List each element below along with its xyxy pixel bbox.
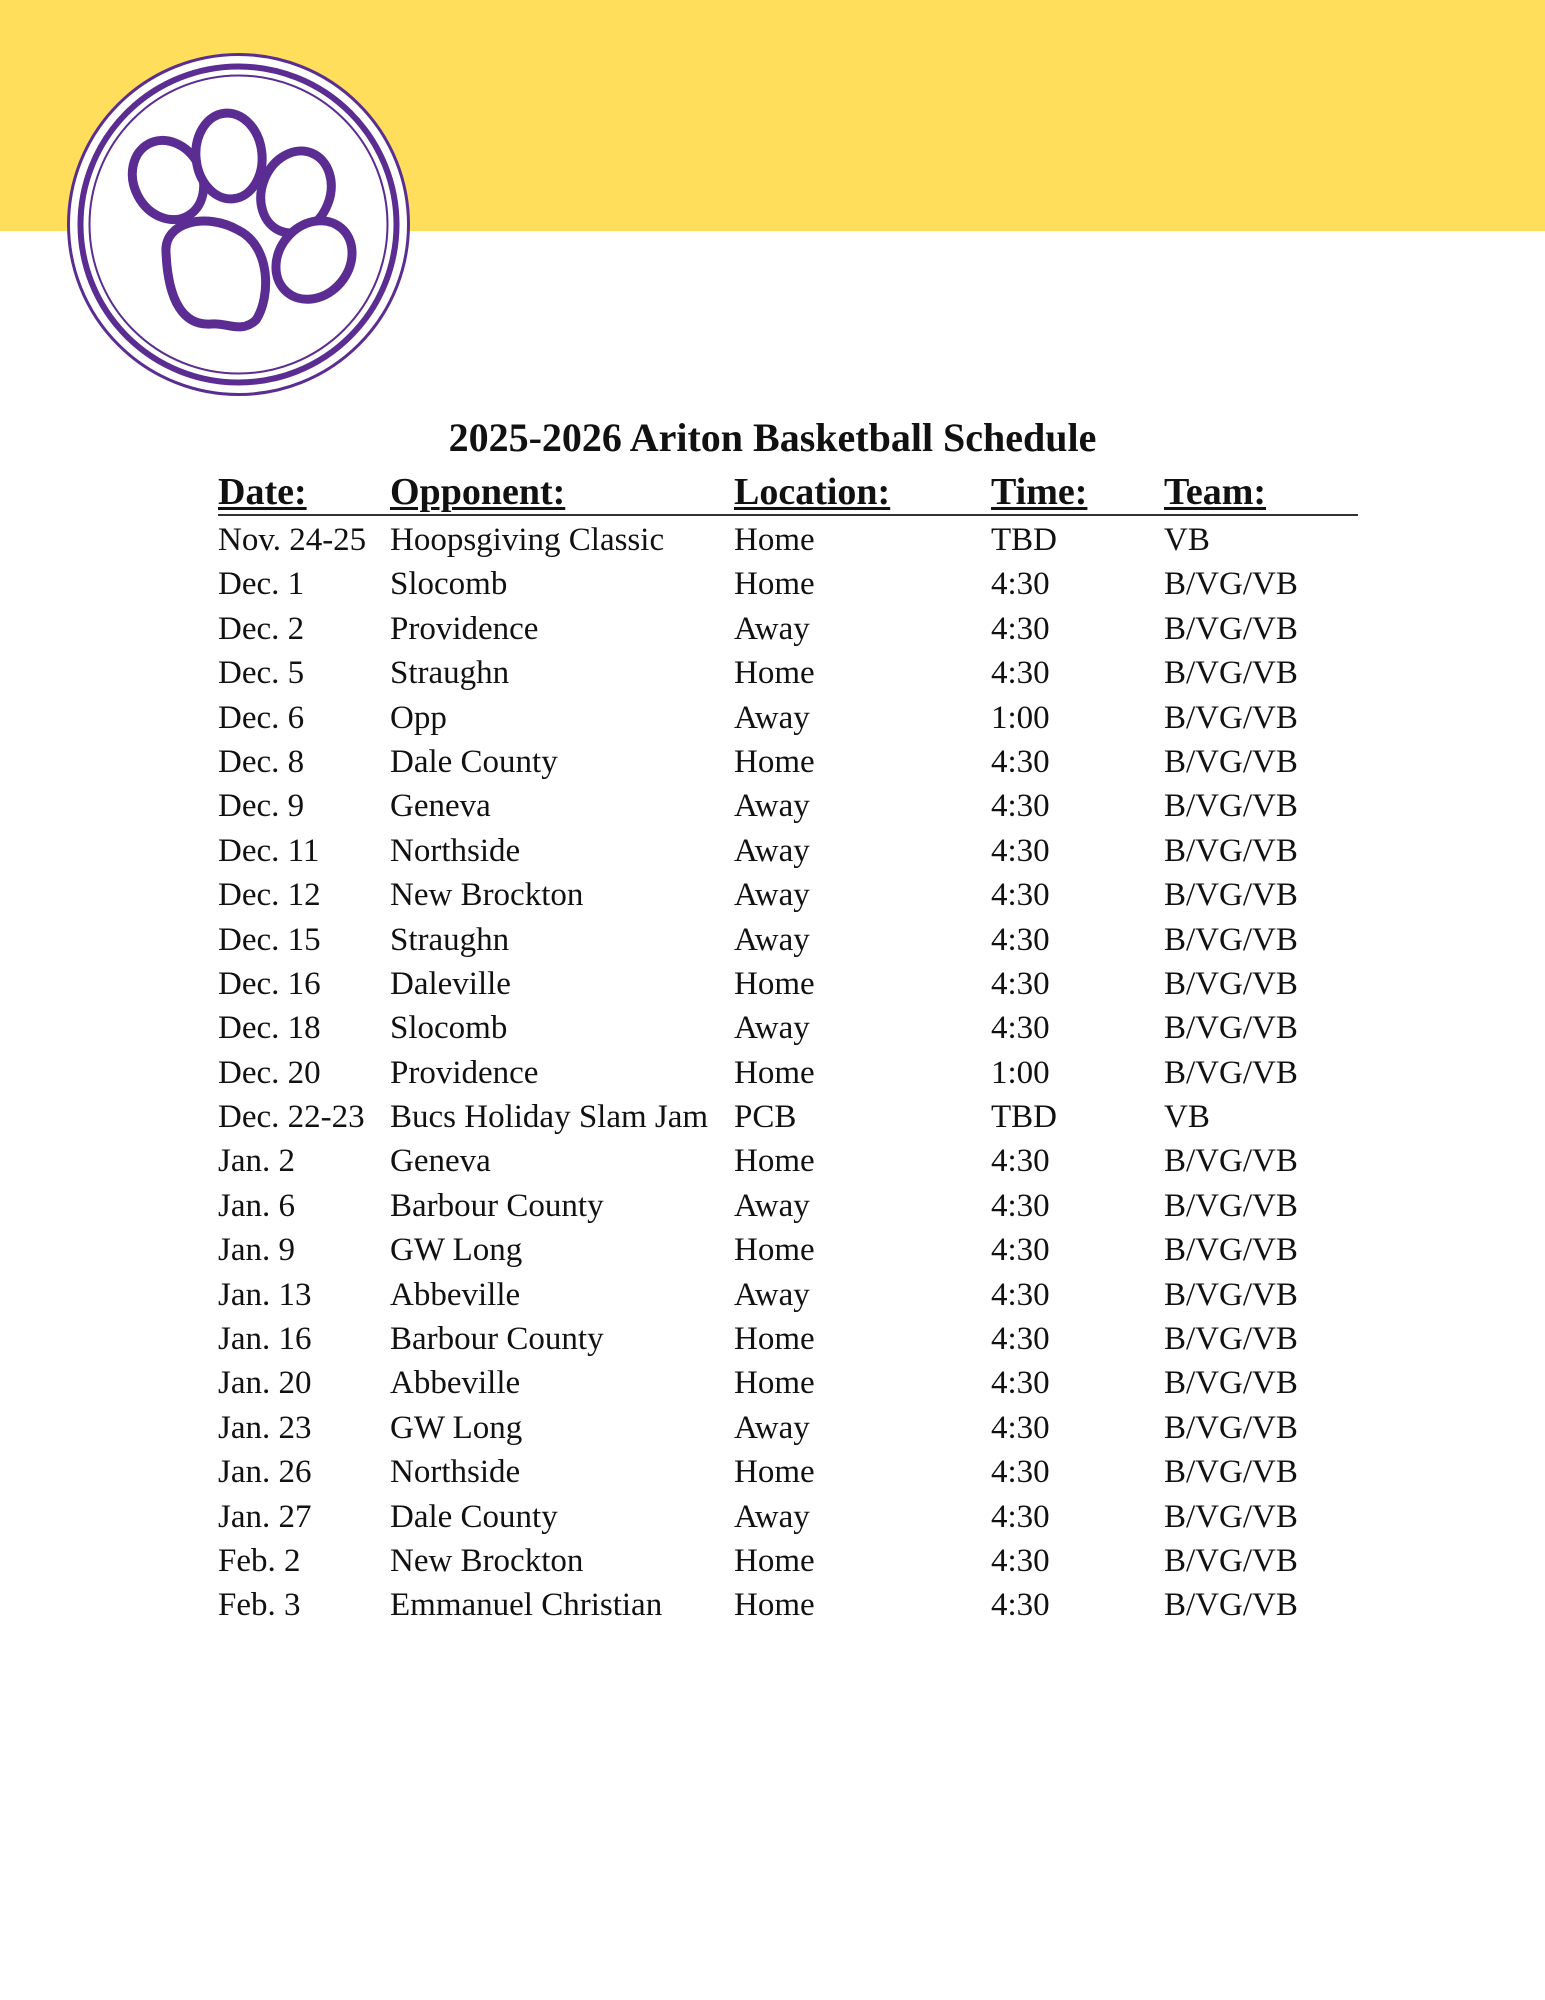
table-row [218,651,1358,695]
cell-team: B/VG/VB [1164,921,1298,958]
cell-date: Jan. 9 [218,1232,295,1269]
cell-location: Away [734,921,810,958]
cell-time: 4:30 [991,1143,1050,1180]
cell-date: Jan. 16 [218,1321,312,1358]
cell-opponent: Daleville [390,965,511,1002]
cell-date: Nov. 24-25 [218,522,367,558]
cell-time: 4:30 [991,1010,1050,1047]
cell-date: Dec. 8 [218,743,305,780]
tiger-paw-logo [66,52,411,397]
table-row [218,1051,1358,1095]
cell-date: Dec. 12 [218,877,321,914]
cell-time: 4:30 [991,832,1050,869]
cell-date: Dec. 20 [218,1054,321,1091]
table-row [218,1361,1358,1405]
cell-team: B/VG/VB [1164,1498,1298,1535]
table-row [218,1450,1358,1494]
cell-location: Home [734,1365,815,1402]
cell-opponent: Geneva [390,1143,491,1180]
cell-team: VB [1164,522,1210,558]
cell-date: Jan. 2 [218,1143,295,1180]
cell-time: 4:30 [991,1232,1050,1269]
table-row [218,918,1358,962]
cell-opponent: Slocomb [390,566,508,603]
cell-time: 1:00 [991,699,1050,736]
cell-team: B/VG/VB [1164,965,1298,1002]
cell-team: B/VG/VB [1164,788,1298,825]
cell-opponent: Dale County [390,743,558,780]
cell-opponent: Slocomb [390,1010,508,1047]
cell-location: PCB [734,1099,797,1136]
cell-location: Away [734,1409,810,1446]
cell-date: Dec. 5 [218,655,305,692]
cell-opponent: Barbour County [390,1187,604,1224]
cell-time: 4:30 [991,1587,1050,1624]
cell-location: Home [734,1454,815,1491]
cell-location: Home [734,1232,815,1269]
table-row [218,962,1358,1006]
cell-location: Away [734,1010,810,1047]
cell-time: 4:30 [991,877,1050,914]
cell-time: 4:30 [991,1498,1050,1535]
cell-date: Jan. 20 [218,1365,312,1402]
cell-location: Away [734,699,810,736]
cell-date: Dec. 9 [218,788,305,825]
cell-time: TBD [991,1099,1057,1136]
cell-team: B/VG/VB [1164,566,1298,603]
cell-location: Away [734,788,810,825]
cell-date: Dec. 22-23 [218,1099,365,1136]
table-row [218,1317,1358,1361]
cell-team: B/VG/VB [1164,743,1298,780]
cell-time: 4:30 [991,743,1050,780]
cell-opponent: Opp [390,699,447,736]
page-title: 2025-2026 Ariton Basketball Schedule [448,415,1097,460]
cell-location: Home [734,655,815,692]
cell-opponent: Barbour County [390,1321,604,1358]
header-location: Location: [734,471,891,513]
cell-team: B/VG/VB [1164,1054,1298,1091]
cell-location: Away [734,1276,810,1313]
cell-opponent: Abbeville [390,1276,521,1313]
cell-team: B/VG/VB [1164,877,1298,914]
table-row [218,1228,1358,1272]
cell-opponent: Providence [390,610,539,647]
table-row [218,1539,1358,1583]
cell-date: Dec. 2 [218,610,305,647]
cell-time: 4:30 [991,1409,1050,1446]
table-row [218,607,1358,651]
cell-time: 4:30 [991,1454,1050,1491]
header-opponent: Opponent: [390,471,566,513]
cell-opponent: Dale County [390,1498,558,1535]
cell-opponent: Abbeville [390,1365,521,1402]
cell-opponent: New Brockton [390,1542,584,1579]
table-row [218,873,1358,917]
cell-time: 4:30 [991,1365,1050,1402]
table-row [218,740,1358,784]
cell-time: 4:30 [991,566,1050,603]
cell-team: B/VG/VB [1164,1365,1298,1402]
cell-time: 4:30 [991,1542,1050,1579]
header-team: Team: [1164,471,1267,513]
table-row [218,1006,1358,1050]
cell-team: B/VG/VB [1164,1276,1298,1313]
table-row [218,1139,1358,1183]
cell-team: B/VG/VB [1164,832,1298,869]
cell-location: Home [734,522,815,558]
cell-time: 4:30 [991,610,1050,647]
cell-time: 4:30 [991,1187,1050,1224]
table-row [218,829,1358,873]
cell-team: B/VG/VB [1164,610,1298,647]
cell-opponent: Geneva [390,788,491,825]
cell-location: Home [734,1542,815,1579]
cell-team: B/VG/VB [1164,1232,1298,1269]
cell-team: B/VG/VB [1164,1321,1298,1358]
cell-team: B/VG/VB [1164,1010,1298,1047]
cell-team: B/VG/VB [1164,655,1298,692]
table-row [218,1495,1358,1539]
cell-location: Away [734,1187,810,1224]
cell-location: Home [734,1587,815,1624]
cell-location: Home [734,965,815,1002]
cell-location: Away [734,1498,810,1535]
cell-location: Home [734,743,815,780]
cell-location: Home [734,1321,815,1358]
schedule-header-row [218,470,1358,516]
cell-opponent: Providence [390,1054,539,1091]
cell-location: Home [734,1054,815,1091]
cell-opponent: Straughn [390,921,510,958]
cell-team: B/VG/VB [1164,699,1298,736]
cell-date: Dec. 6 [218,699,305,736]
schedule-table [218,518,1358,1628]
cell-time: 4:30 [991,1321,1050,1358]
cell-opponent: Bucs Holiday Slam Jam [390,1099,709,1136]
cell-team: B/VG/VB [1164,1587,1298,1624]
cell-time: 4:30 [991,788,1050,825]
cell-time: 1:00 [991,1054,1050,1091]
cell-team: B/VG/VB [1164,1187,1298,1224]
cell-team: B/VG/VB [1164,1409,1298,1446]
table-row [218,784,1358,828]
table-row [218,1583,1358,1627]
cell-opponent: Northside [390,832,521,869]
cell-opponent: New Brockton [390,877,584,914]
cell-date: Jan. 23 [218,1409,312,1446]
cell-team: VB [1164,1099,1210,1136]
cell-team: B/VG/VB [1164,1143,1298,1180]
header-time: Time: [991,471,1088,513]
cell-date: Dec. 1 [218,566,305,603]
cell-location: Home [734,1143,815,1180]
cell-date: Feb. 2 [218,1542,301,1579]
cell-opponent: GW Long [390,1409,523,1446]
cell-opponent: GW Long [390,1232,523,1269]
table-row [218,696,1358,740]
cell-date: Jan. 6 [218,1187,295,1224]
cell-opponent: Northside [390,1454,521,1491]
cell-date: Jan. 26 [218,1454,312,1491]
cell-location: Away [734,832,810,869]
cell-location: Home [734,566,815,603]
cell-date: Jan. 27 [218,1498,312,1535]
cell-time: 4:30 [991,921,1050,958]
header-date: Date: [218,471,307,513]
cell-opponent: Straughn [390,655,510,692]
cell-location: Away [734,877,810,914]
cell-location: Away [734,610,810,647]
cell-date: Dec. 15 [218,921,321,958]
cell-date: Dec. 16 [218,965,321,1002]
cell-date: Dec. 18 [218,1010,321,1047]
cell-opponent: Hoopsgiving Classic [390,522,665,558]
cell-opponent: Emmanuel Christian [390,1587,663,1624]
cell-date: Dec. 11 [218,832,320,869]
cell-time: 4:30 [991,1276,1050,1313]
table-row [218,1273,1358,1317]
cell-team: B/VG/VB [1164,1542,1298,1579]
table-row [218,518,1358,562]
cell-time: TBD [991,522,1057,558]
table-row [218,562,1358,606]
table-row [218,1406,1358,1450]
table-row [218,1184,1358,1228]
cell-time: 4:30 [991,965,1050,1002]
table-row [218,1095,1358,1139]
cell-team: B/VG/VB [1164,1454,1298,1491]
cell-date: Jan. 13 [218,1276,312,1313]
cell-time: 4:30 [991,655,1050,692]
cell-date: Feb. 3 [218,1587,301,1624]
